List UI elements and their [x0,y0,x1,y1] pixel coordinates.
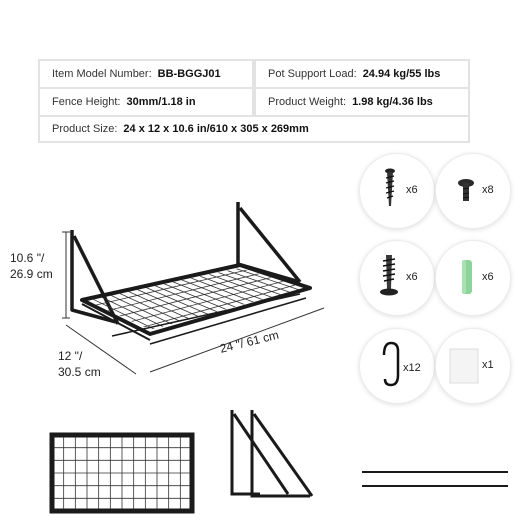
spec-size-label: Product Size: [52,123,118,135]
part-screw [360,154,434,228]
s-hook-icon [360,329,434,403]
spec-weight-value: 1.98 kg/4.36 lbs [352,96,433,108]
height-cm-label: 26.9 cm [10,267,53,281]
spec-weight-label: Product Weight: [268,96,347,108]
part-wall-anchor [436,241,510,315]
grid-panel-part [52,435,192,511]
height-dimension [10,250,53,282]
bracket-parts [232,410,312,496]
spec-model-label: Item Model Number: [52,68,152,80]
part-expansion-screw [360,241,434,315]
part-s-hook-qty: x12 [403,362,421,374]
manual-icon [436,329,510,403]
width-dimension-label: 24 "/ 61 cm [218,327,281,356]
wall-anchor-icon [436,241,510,315]
spec-pot-load-label: Pot Support Load: [268,68,357,80]
screw-icon [360,154,434,228]
part-screw-qty: x6 [406,184,418,196]
part-manual [436,329,510,403]
spec-pot-load-value: 24.94 kg/55 lbs [362,68,441,80]
bolt-icon [436,154,510,228]
depth-inch-label: 12 "/ [58,349,83,363]
part-manual-qty: x1 [482,359,494,371]
height-inch-label: 10.6 "/ [10,251,45,265]
part-s-hook [360,329,434,403]
part-expansion-screw-qty: x6 [406,271,418,283]
spec-fence-height-value: 30mm/1.18 in [126,96,196,108]
part-bolt [436,154,510,228]
spec-size-value: 24 x 12 x 10.6 in/610 x 305 x 269mm [123,123,309,135]
spec-model-value: BB-BGGJ01 [157,68,221,80]
part-wall-anchor-qty: x6 [482,271,494,283]
part-bolt-qty: x8 [482,184,494,196]
spec-fence-height-label: Fence Height: [52,96,121,108]
rail-parts [362,472,508,486]
depth-dimension [58,348,101,380]
expansion-screw-icon [360,241,434,315]
depth-cm-label: 30.5 cm [58,365,101,379]
